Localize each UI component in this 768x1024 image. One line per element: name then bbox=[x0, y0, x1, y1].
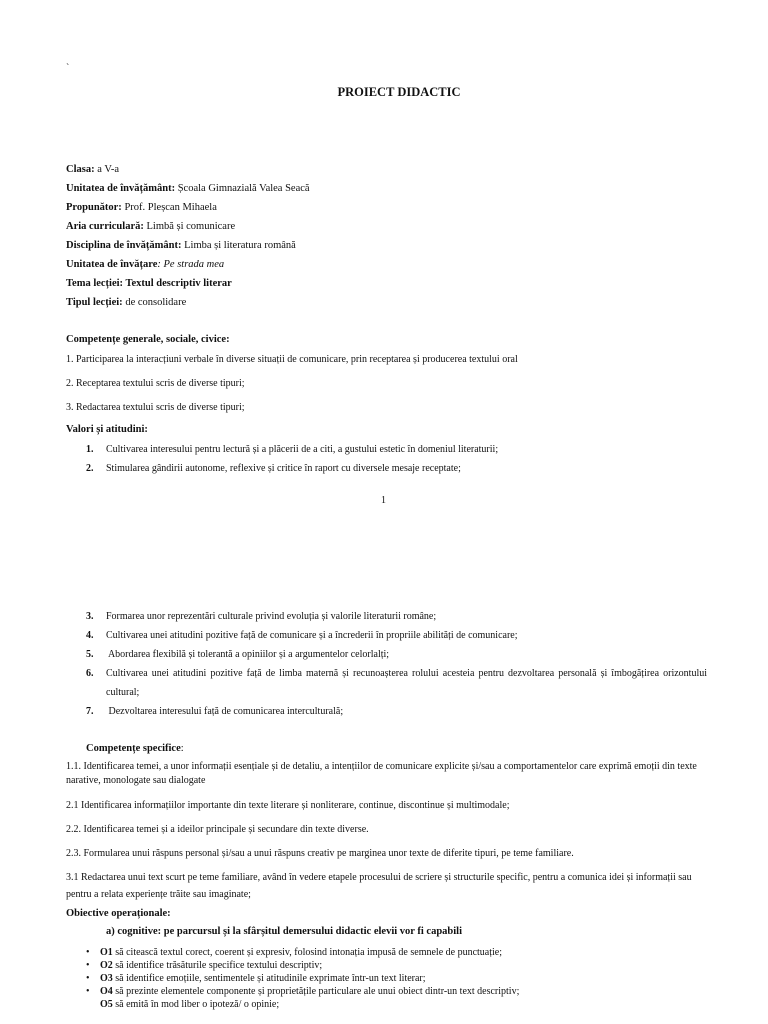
bullet-icon: • bbox=[86, 947, 90, 958]
bullet-icon: • bbox=[86, 960, 90, 971]
specific-competence-item: 2.3. Formularea unui răspuns personal și/sau a unui răspuns creativ pe marginea unor texte de diferite tipuri, pe teme familiare. bbox=[66, 848, 574, 859]
values-item: 6. Cultivarea unei atitudini pozitive față de limba maternă și recunoașterea rolului acesteia pentru dezvoltarea personală și îmbogățirea orizontului cultural; bbox=[86, 668, 707, 698]
values-heading: Valori și atitudini: bbox=[66, 424, 148, 435]
specific-competence-item: 2.2. Identificarea temei și a ideilor principale și secundare din texte diverse. bbox=[66, 824, 369, 835]
objective-item: • O4 să prezinte elementele componente și proprietățile particulare ale unui obiect dintr-un text descriptiv; bbox=[86, 986, 520, 997]
values-item: 4. Cultivarea unei atitudini pozitive față de comunicare și a încrederii în propriile abilități de comunicare; bbox=[86, 630, 518, 641]
cognitive-objectives-heading: a) cognitive: pe parcursul și la sfârșitul demersului didactic elevii vor fi capabili bbox=[106, 926, 463, 937]
specific-competence-item: 1.1. Identificarea temei, a unor informații esențiale și de detaliu, a intențiilor de comunicare explicite și/sau a comportamentelor care exprimă emoții din texte narative, monologate sau dialogate bbox=[66, 761, 697, 786]
values-item: 1. Cultivarea interesului pentru lectură și a plăcerii de a citi, a gustului estetic în domeniul literaturii; bbox=[86, 444, 499, 455]
specific-competences-heading: Competențe specifice: bbox=[86, 743, 184, 754]
meta-discipline: Disciplina de învățământ: Limba și literatura română bbox=[66, 240, 296, 251]
values-item: 7. Dezvoltarea interesului față de comunicarea interculturală; bbox=[86, 706, 344, 717]
meta-lesson-type: Tipul lecției: de consolidare bbox=[66, 297, 187, 308]
objective-item: • O2 să identifice trăsăturile specifice textului descriptiv; bbox=[86, 960, 323, 971]
page-number: 1 bbox=[381, 495, 386, 506]
meta-learning-unit: Unitatea de învățare: Pe strada mea bbox=[66, 259, 225, 270]
page-title: PROIECT DIDACTIC bbox=[337, 85, 461, 99]
stray-mark: ` bbox=[66, 63, 70, 74]
values-item: 5. Abordarea flexibilă și tolerantă a opiniilor și a argumentelor celorlalți; bbox=[86, 649, 390, 660]
bullet-icon: • bbox=[86, 986, 90, 997]
values-item: 3. Formarea unor reprezentări culturale privind evoluția și valorile literaturii române; bbox=[86, 611, 437, 622]
objective-item: • O3 să identifice emoțiile, sentimentele și atitudinile exprimate într-un text literar; bbox=[86, 973, 426, 984]
meta-school: Unitatea de învățământ: Școala Gimnazială Valea Seacă bbox=[66, 183, 310, 194]
general-competence-item: 1. Participarea la interacțiuni verbale în diverse situații de comunicare, prin receptarea și producerea textului oral bbox=[66, 354, 518, 365]
specific-competence-item: 3.1 Redactarea unui text scurt pe teme familiare, având în vedere etapele procesului de scriere și structurile specific, pentru a comunica idei și informații sau pentru a relata experiențe trăite sau imaginate; bbox=[66, 872, 692, 900]
bullet-icon: • bbox=[86, 973, 90, 984]
objective-item: • O1 să citească textul corect, coerent și expresiv, folosind intonația impusă de semnele de punctuație; bbox=[86, 947, 502, 958]
general-competence-item: 3. Redactarea textului scris de diverse tipuri; bbox=[66, 402, 245, 413]
objectives-heading: Obiective operaționale: bbox=[66, 908, 171, 919]
values-item: 2. Stimularea gândirii autonome, reflexive și critice în raport cu diversele mesaje receptate; bbox=[86, 463, 461, 474]
general-competences-heading: Competențe generale, sociale, civice: bbox=[66, 334, 230, 345]
general-competence-item: 2. Receptarea textului scris de diverse tipuri; bbox=[66, 378, 245, 389]
meta-lesson-theme: Tema lecției: Textul descriptiv literar bbox=[66, 278, 232, 289]
meta-teacher: Propunător: Prof. Pleșcan Mihaela bbox=[66, 202, 217, 213]
meta-class: Clasa: a V-a bbox=[66, 164, 120, 175]
specific-competence-item: 2.1 Identificarea informațiilor importante din texte literare și nonliterare, continue, discontinue și multimodale; bbox=[66, 800, 510, 811]
objective-item: O5 să emită în mod liber o ipoteză/ o opinie; bbox=[100, 999, 280, 1010]
meta-curricular-area: Aria curriculară: Limbă și comunicare bbox=[66, 221, 236, 232]
